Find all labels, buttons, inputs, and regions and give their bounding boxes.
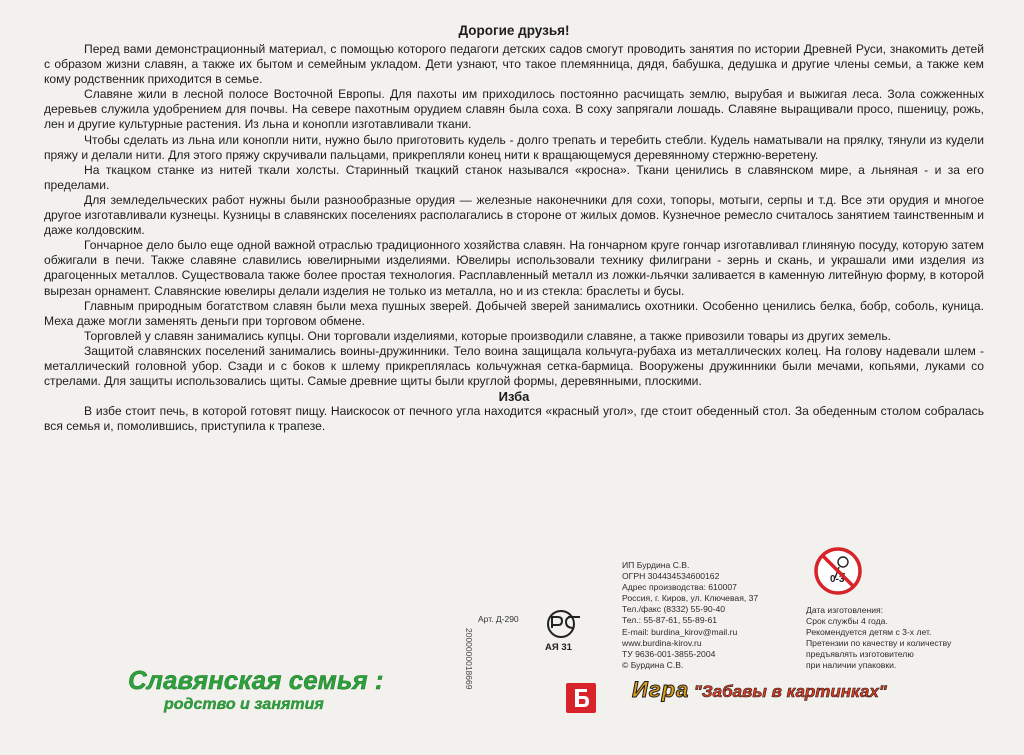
article-code: Арт. Д-290 <box>478 614 519 624</box>
publisher-line: Тел.: 55-87-61, 55-89-61 <box>622 615 718 626</box>
manufacture-line: Дата изготовления: <box>806 605 884 615</box>
publisher-line: ОГРН 304434534600162 <box>622 571 720 582</box>
age-icon-label: 0-3 <box>830 574 845 585</box>
publisher-logo-icon <box>566 683 596 713</box>
article-paragraph: Для земледельческих работ нужны были разнообразные орудия — железные наконечники для сохи, топоры, мотыги, серпы и т.д. Все эти орудия и многое другое изготавливали кузнецы. Кузницы в славянских поселениях располагались в стороне от жилых домов. Кузнечное ремесло считалось занятием таинственным и даже колдовским. <box>44 192 984 238</box>
publisher-line: Адрес производства: 610007 <box>622 582 737 593</box>
publisher-line: Россия, г. Киров, ул. Ключевая, 37 <box>622 593 759 604</box>
publisher-copyright: © Бурдина С.В. <box>622 659 684 670</box>
article <box>44 22 984 434</box>
product-title-line1: Славянская семья : <box>128 665 384 695</box>
subtitle-paragraph: В избе стоит печь, в которой готовят пищу. Наискосок от печного угла находится «красный угол», где стоит обеденный стол. За обеденным столом собралась вся семья и, помолившись, приступила к трапезе. <box>44 404 984 434</box>
game-logo-word: Игра <box>632 677 690 702</box>
article-paragraph: Главным природным богатством славян были меха пушных зверей. Добычей зверей занимались охотники. Особенно ценились белка, бобр, соболь, куница. Меха даже могли заменять деньги при торговом обмене. <box>44 298 984 328</box>
publisher-line: Тел./факс (8332) 55-90-40 <box>622 604 726 615</box>
article-paragraph: Торговлей у славян занимались купцы. Они торговали изделиями, которые производили славяне, а также привозили товары из других земель. <box>84 328 891 343</box>
article-paragraph: Защитой славянских поселений занимались воины-дружинники. Тело воина защищала кольчуга-рубаха из металлических колец. На голову надевали шлем - металлический головной убор. Сзади и с боков к шлему прикреплялась кольчужная сетка-бармица. Вооружены дружинники были мечами, копьями, луками со стрелами. Для защиты использовались щиты. Самые древние щиты были круглой формы, деревянными, плоскими. <box>44 343 984 389</box>
article-paragraph: На ткацком станке из нитей ткали холсты. Старинный ткацкий станок назывался «кросна». Ткани ценились в славянском мире, а льняная - и за его пределами. <box>44 162 984 192</box>
manufacture-line: Претензии по качеству и количеству <box>806 638 952 649</box>
no-children-0-3-icon <box>813 546 863 596</box>
article-title: Дорогие друзья! <box>458 23 570 38</box>
game-series-logo <box>632 677 972 713</box>
article-paragraph: Чтобы сделать из льна или конопли нити, нужно было приготовить кудель - долго трепать и теребить стебли. Кудель наматывали на прялку, тянули из кудели пряжу и делали нити. Для этого пряжу скручивали пальцами, прикрепляли конец нити к вращающемуся деревянному стержню-веретену. <box>44 132 984 162</box>
article-paragraph: Перед вами демонстрационный материал, с помощью которого педагоги детских садов смогут проводить занятия по истории Древней Руси, знакомить детей с образом жизни славян, а также их бытом и семейным укладом. Дети узнают, что такое племянница, дядя, бабушка, дедушка и другие члены семьи, а также кем кому родственник приходится в семье. <box>44 42 984 87</box>
manufacture-line: Срок службы 4 года. <box>806 616 888 627</box>
publisher-line: ТУ 9636-001-3855-2004 <box>622 648 716 659</box>
manufacture-info <box>806 605 981 672</box>
publisher-website: www.burdina-kirov.ru <box>622 637 702 648</box>
publisher-line: ИП Бурдина С.В. <box>622 560 690 570</box>
article-paragraph: Славяне жили в лесной полосе Восточной Европы. Для пахоты им приходилось постоянно расчищать землю, вырубая и выжигая леса. Зола сожженных деревьев служила удобрением для почвы. На севере пахотным орудием славян была соха. В соху запрягали лошадь. Славяне выращивали просо, пшеницу, рожь, лен и другие культурные растения. Из льна и конопли изготавливали ткани. <box>44 87 984 132</box>
game-logo-series: "Забавы в картинках" <box>693 682 887 701</box>
manufacture-line: предъявлять изготовителю <box>806 649 914 660</box>
product-title <box>128 665 388 715</box>
manufacture-line: при наличии упаковки. <box>806 660 897 671</box>
barcode-digits: 2000000018669 <box>464 628 474 690</box>
barcode <box>463 628 475 712</box>
article-paragraph: Гончарное дело было еще одной важной отраслью традиционного хозяйства славян. На гончарном круге гончар изготавливал глиняную посуду, которую затем обжигали в печи. Также славяне славились ювелирными изделиями. Ювелиры использовали технику филиграни - зернь и скань, и украшали ими изделия из драгоценных металлов. Существовала также более простая технология. Расплавленный металл из ложки-льячки заливается в каменную литейную форму, в которой вырезан орнамент. Славянские ювелиры делали изделия не только из металла, но и из стекла: браслеты и бусы. <box>44 238 984 298</box>
certification-code: АЯ 31 <box>545 642 572 653</box>
section-subtitle: Изба <box>498 389 530 405</box>
publisher-info <box>622 560 807 671</box>
publisher-email: E-mail: burdina_kirov@mail.ru <box>622 626 738 637</box>
manufacture-line: Рекомендуется детям с 3-х лет. <box>806 627 932 638</box>
product-title-line2: родство и занятия <box>164 696 324 713</box>
